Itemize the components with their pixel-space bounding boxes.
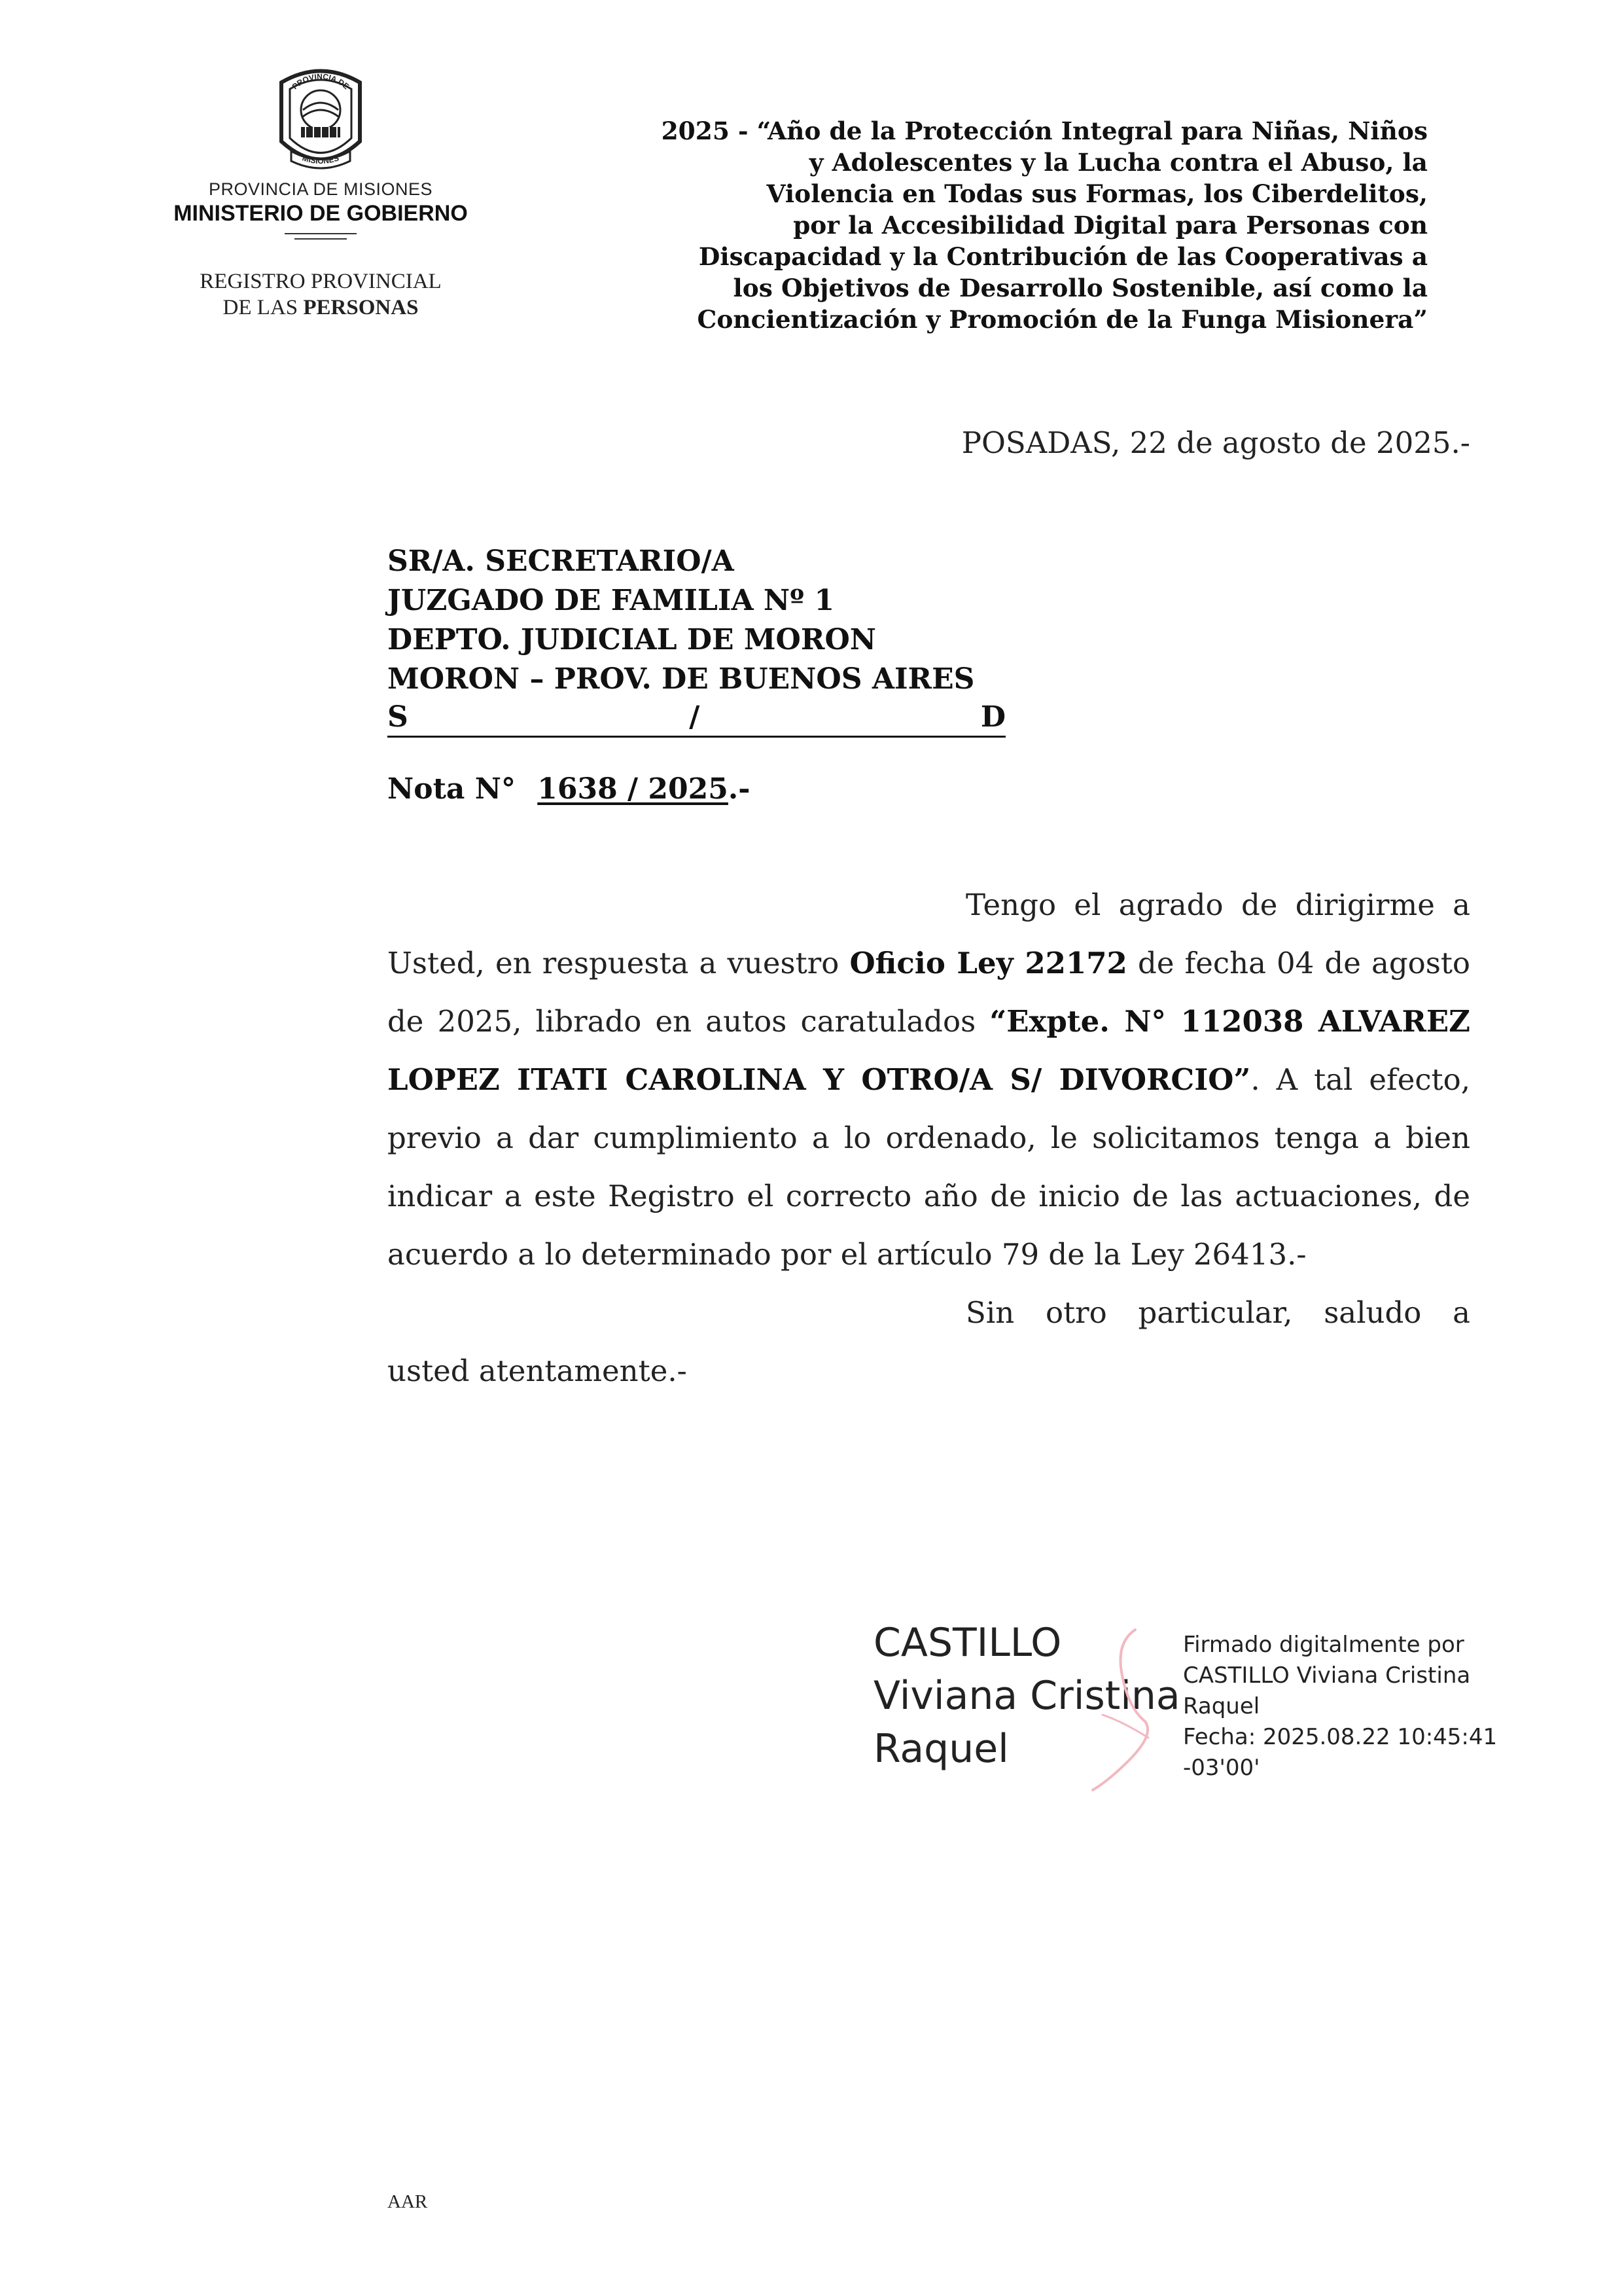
registry-line-2: DE LAS PERSONAS xyxy=(222,296,419,319)
addressee-line: DEPTO. JUDICIAL DE MORON xyxy=(387,623,876,656)
addressee-line: JUZGADO DE FAMILIA Nº 1 xyxy=(387,584,835,617)
motto-line: y Adolescentes y la Lucha contra el Abuso, la xyxy=(809,148,1428,177)
svg-text:PROVINCIA DE: PROVINCIA DE xyxy=(290,71,351,92)
letter-body xyxy=(387,876,1470,1400)
note-label: Nota N° xyxy=(387,772,516,806)
signature-mark-icon xyxy=(1083,1623,1161,1793)
addressee-line: SR/A. SECRETARIO/A xyxy=(387,545,734,578)
place-date: POSADAS, 22 de agosto de 2025.- xyxy=(961,425,1470,460)
year-motto xyxy=(564,115,1428,335)
registry-line-1: REGISTRO PROVINCIAL xyxy=(200,270,442,293)
coat-of-arms-icon xyxy=(265,63,376,174)
motto-line: Discapacidad y la Contribución de las Cooperativas a xyxy=(698,242,1428,271)
province-line: PROVINCIA DE MISIONES xyxy=(208,179,433,199)
motto-line: por la Accesibilidad Digital para Personas con xyxy=(793,211,1428,240)
closing-line: usted atentamente.- xyxy=(387,1354,687,1388)
signature-details: Firmado digitalmente por CASTILLO Viviana Cristina Raquel Fecha: 2025.08.22 10:45:41 -03'00' xyxy=(1183,1632,1498,1781)
ministry-line: MINISTERIO DE GOBIERNO xyxy=(173,201,468,226)
closing-line: Sin otro particular, saludo a xyxy=(966,1295,1470,1330)
svg-text:MISIONES: MISIONES xyxy=(301,153,340,166)
motto-line: Concientización y Promoción de la Funga Misionera” xyxy=(697,305,1428,334)
addressee-line: MORON – PROV. DE BUENOS AIRES xyxy=(387,662,975,696)
motto-line: Violencia en Todas sus Formas, los Ciberdelitos, xyxy=(766,179,1428,208)
body-paragraph: Tengo el agrado de dirigirme a Usted, en respuesta a vuestro Oficio Ley 22172 de fecha 04 de agosto de 2025, librado en autos caratulados “Expte. N° 112038 ALVAREZ LOPEZ ITATI CAROLINA Y OTRO/A S/ DIVORCIO”. A tal efecto, previo a dar cumplimiento a lo ordenado, le solicitamos tenga a bien indicar a este Registro el correcto año de inicio de las actuaciones, de acuerdo a lo determinado por el artículo 79 de la Ley 26413.- xyxy=(387,888,1471,1272)
decorative-rule xyxy=(294,238,347,240)
typist-initials: AAR xyxy=(387,2191,428,2212)
motto-line: 2025 - “Año de la Protección Integral para Niñas, Niños xyxy=(661,117,1428,145)
addressee-block xyxy=(387,542,1006,738)
ministry-header xyxy=(157,63,484,240)
motto-line: los Objetivos de Desarrollo Sostenible, así como la xyxy=(733,274,1428,302)
signer-name: CASTILLO Viviana Cristina Raquel xyxy=(874,1620,1180,1772)
decorative-rule xyxy=(285,233,357,234)
registry-name xyxy=(157,268,484,321)
note-value: 1638 / 2025 xyxy=(537,772,728,806)
note-number: Nota N° 1638 / 2025.- xyxy=(387,772,750,806)
sd-line: S / D xyxy=(387,699,1006,738)
